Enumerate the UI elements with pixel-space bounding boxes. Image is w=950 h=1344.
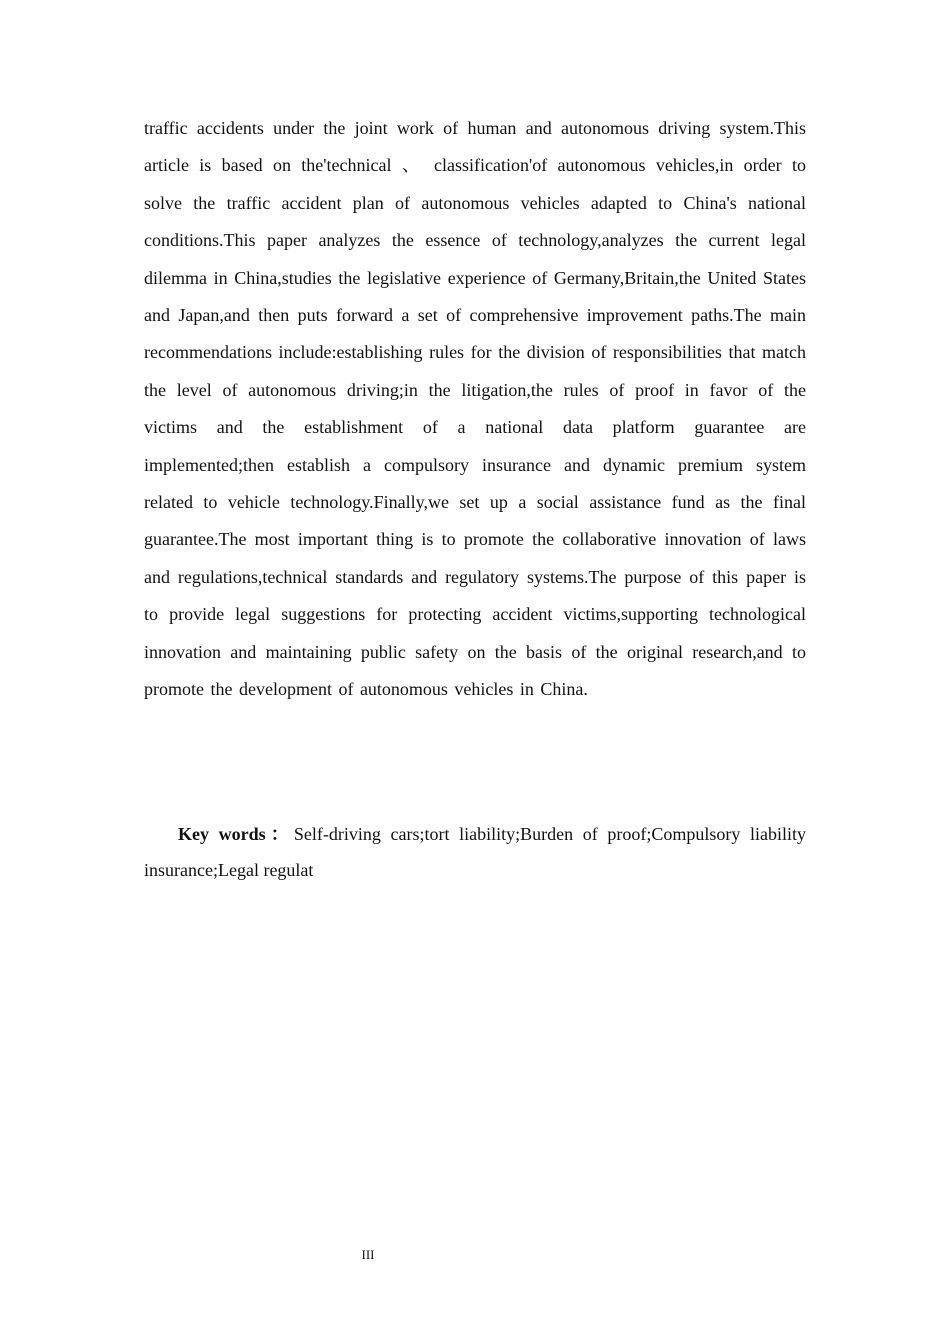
keywords-label: Key words： [178, 824, 294, 844]
page-number: III [361, 1247, 375, 1262]
keywords-paragraph [144, 816, 806, 888]
keywords-text: Self-driving cars;tort liability;Burden of proof;Compulsory liability insurance;Legal regulat [144, 824, 807, 880]
abstract-body: traffic accidents under the joint work of human and autonomous driving system.This article is based on the'technical 、 classification'of autonomous vehicles,in order to solve the traffic accident plan of autonomous vehicles adapted to China's national conditions.This paper analyzes the essence of technology,analyzes the current legal dilemma in China,studies the legislative experience of Germany,Britain,the United States and Japan,and then puts forward a set of comprehensive improvement paths.The main recommendations include:establishing rules for the division of responsibilities that match the level of autonomous driving;in the litigation,the rules of proof in favor of the victims and the establishment of a national data platform guarantee are implemented;then establish a compulsory insurance and dynamic premium system related to vehicle technology.Finally,we set up a social assistance fund as the final guarantee.The most important thing is to promote the collaborative innovation of laws and regulations,technical standards and regulatory systems.The purpose of this paper is to provide legal suggestions for protecting accident victims,supporting technological innovation and maintaining public safety on the basis of the original research,and to promote the development of autonomous vehicles in China. [144, 118, 806, 700]
